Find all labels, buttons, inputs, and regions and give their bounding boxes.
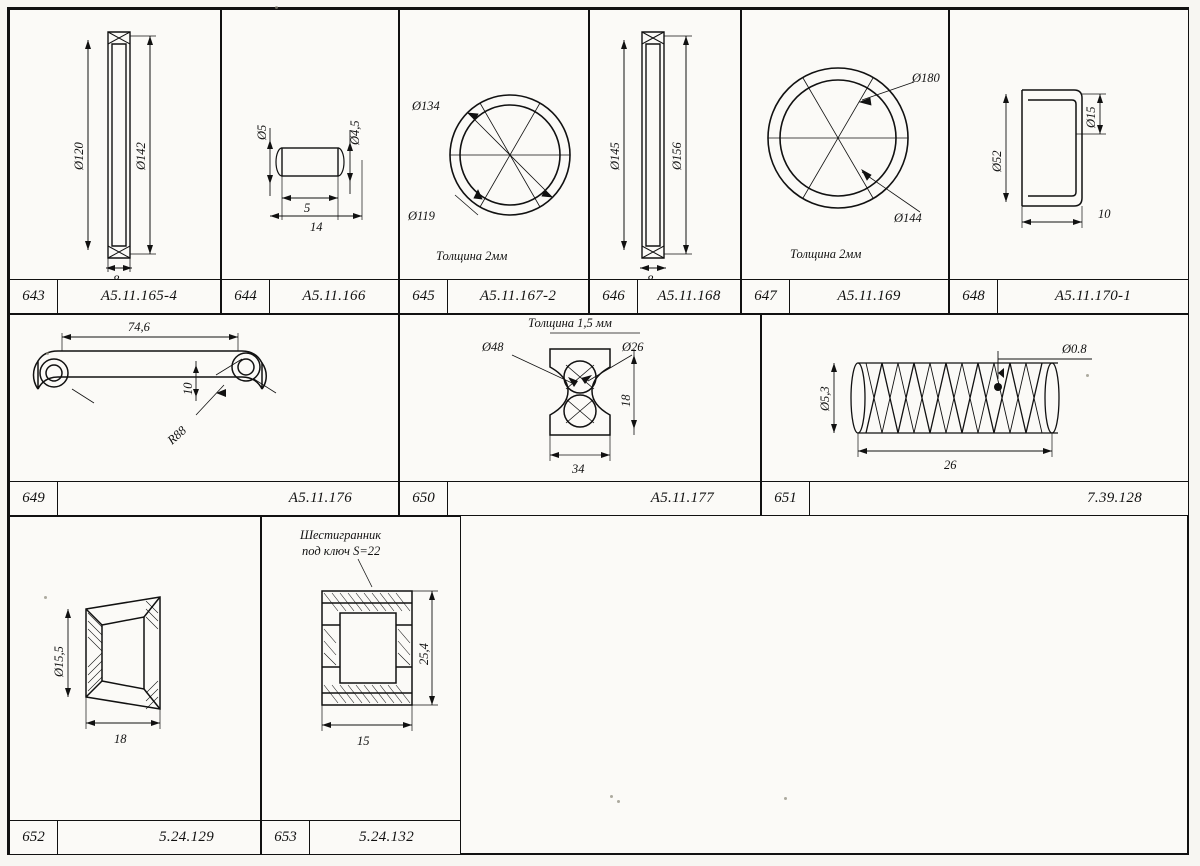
dim-label: 10 xyxy=(1098,207,1111,221)
dim-label: Ø5,3 xyxy=(818,386,832,411)
thickness-note: Толщина 1,5 мм xyxy=(528,316,612,330)
dim-label: 5 xyxy=(304,201,311,215)
cell-number: 643 xyxy=(10,279,58,313)
cell-label-645 xyxy=(400,279,588,313)
catalog-cell-653[interactable] xyxy=(261,516,461,855)
dim-label: Ø134 xyxy=(412,99,440,113)
dim-label: Ø180 xyxy=(912,71,940,85)
dim-label: 15 xyxy=(357,734,370,748)
drawing-643 xyxy=(10,10,220,279)
cell-number: 647 xyxy=(742,279,790,313)
drawing-644 xyxy=(222,10,398,279)
dim-label: Ø144 xyxy=(894,211,922,225)
drawing-647 xyxy=(742,10,948,279)
dim-label: Ø26 xyxy=(622,340,644,354)
cell-label-653 xyxy=(262,820,460,854)
catalog-cell-652[interactable] xyxy=(9,516,261,855)
cell-code: A5.11.167-2 xyxy=(448,279,588,313)
cell-code: A5.11.165-4 xyxy=(58,279,220,313)
dim-label: 26 xyxy=(944,458,957,472)
cell-number: 645 xyxy=(400,279,448,313)
cell-label-650 xyxy=(400,481,760,515)
dim-label: Ø120 xyxy=(72,142,86,170)
dim-label: Ø15,5 xyxy=(52,646,66,677)
drawing-645 xyxy=(400,10,588,279)
catalog-cell-649[interactable] xyxy=(9,314,399,516)
catalog-cell-646[interactable] xyxy=(589,9,741,314)
dim-label: Ø156 xyxy=(670,142,684,170)
cell-number: 651 xyxy=(762,481,810,515)
drawing-651 xyxy=(762,315,1188,481)
thickness-note: Толщина 2мм xyxy=(436,249,508,263)
hex-note-line1: Шестигранник xyxy=(300,528,382,542)
cell-number: 649 xyxy=(10,481,58,515)
dim-label: Ø52 xyxy=(990,150,1004,172)
drawing-648 xyxy=(950,10,1188,279)
catalog-cell-650[interactable] xyxy=(399,314,761,516)
cell-label-648 xyxy=(950,279,1188,313)
cell-number: 648 xyxy=(950,279,998,313)
dim-label: Ø15 xyxy=(1084,106,1098,128)
cell-code: A5.11.177 xyxy=(448,481,760,515)
catalog-cell-643[interactable] xyxy=(9,9,221,314)
cell-number: 644 xyxy=(222,279,270,313)
cell-code: A5.11.170-1 xyxy=(998,279,1188,313)
dim-label: 10 xyxy=(181,382,195,395)
dim-label: 74,6 xyxy=(128,320,150,334)
drawing-649 xyxy=(10,315,398,481)
cell-number: 653 xyxy=(262,820,310,854)
cell-label-647 xyxy=(742,279,948,313)
hex-note-line2: под ключ S=22 xyxy=(302,544,381,558)
cell-number: 646 xyxy=(590,279,638,313)
drawing-650 xyxy=(400,315,760,481)
cell-code: 5.24.129 xyxy=(58,820,260,854)
catalog-cell-645[interactable] xyxy=(399,9,589,314)
cell-code: A5.11.169 xyxy=(790,279,948,313)
cell-code: A5.11.168 xyxy=(638,279,740,313)
dim-label: R88 xyxy=(164,423,189,448)
dim-label: 14 xyxy=(310,220,323,234)
dim-label: Ø145 xyxy=(608,142,622,170)
catalog-cell-644[interactable] xyxy=(221,9,399,314)
cell-code: A5.11.176 xyxy=(58,481,398,515)
catalog-cell-651[interactable] xyxy=(761,314,1189,516)
cell-label-643 xyxy=(10,279,220,313)
dim-label: 18 xyxy=(619,394,633,407)
cell-label-652 xyxy=(10,820,260,854)
cell-code: 5.24.132 xyxy=(310,820,460,854)
dim-label: Ø142 xyxy=(134,142,148,170)
cell-code: 7.39.128 xyxy=(810,481,1188,515)
drawing-653 xyxy=(262,517,460,820)
cell-number: 650 xyxy=(400,481,448,515)
cell-code: A5.11.166 xyxy=(270,279,398,313)
dim-label: Ø4,5 xyxy=(348,120,362,145)
cell-label-651 xyxy=(762,481,1188,515)
drawing-652 xyxy=(10,517,260,820)
catalog-cell-647[interactable] xyxy=(741,9,949,314)
cell-label-646 xyxy=(590,279,740,313)
cell-label-649 xyxy=(10,481,398,515)
thickness-note: Толщина 2мм xyxy=(790,247,862,261)
dim-label: 25,4 xyxy=(417,643,431,665)
dim-label: 34 xyxy=(572,462,585,476)
dim-label: Ø5 xyxy=(255,124,269,140)
drawing-646 xyxy=(590,10,740,279)
dim-label: 18 xyxy=(114,732,127,746)
cell-label-644 xyxy=(222,279,398,313)
catalog-cell-648[interactable] xyxy=(949,9,1189,314)
dim-label: Ø119 xyxy=(408,209,435,223)
cell-number: 652 xyxy=(10,820,58,854)
dim-label: Ø0.8 xyxy=(1062,342,1087,356)
dim-label: Ø48 xyxy=(482,340,504,354)
